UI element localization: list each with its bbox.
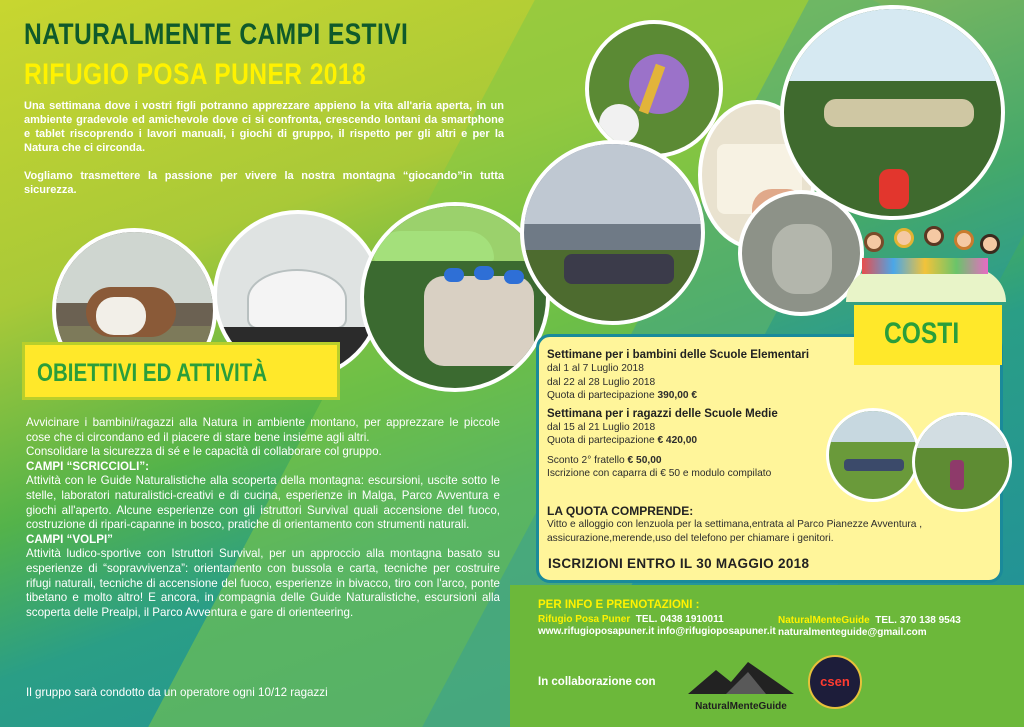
middle-title: Settimana per i ragazzi delle Scuole Medie (547, 407, 778, 420)
guide-line (778, 615, 961, 627)
guide-name: NaturalMenteGuide (778, 615, 870, 626)
title-line1: NATURALMENTE CAMPI ESTIVI (24, 18, 409, 51)
guide-mail[interactable]: naturalmenteguide@gmail.com (778, 627, 927, 638)
elementary-price: 390,00 € (657, 390, 698, 402)
elementary-price-line (547, 389, 847, 402)
discount-label: Sconto 2° fratello (547, 454, 628, 466)
includes-title: LA QUOTA COMPRENDE: (547, 504, 694, 518)
naturalmenteguide-logo (686, 660, 796, 710)
group-note: Il gruppo sarà condotto da un operatore ogni 10/12 ragazzi (26, 686, 328, 699)
includes-text: Vitto e alloggio con lenzuola per la settimana,entrata al Parco Pianezze Avventura , assicurazione,merende,uso del telefono per chiamare i genitori. (547, 519, 923, 544)
costs-tab-label: COSTI (884, 317, 960, 350)
contact-info-rifugio (538, 599, 776, 638)
objectives-intro: Avvicinare i bambini/ragazzi alla Natura in ambiente montano, per apprezzare le piccole cose che ci circondano ed il piacere di stare bene insieme agli altri. (26, 416, 500, 444)
objectives-banner-label: OBIETTIVI ED ATTIVITÀ (37, 359, 268, 387)
intro-paragraph1: Una settimana dove i vostri figli potranno apprezzare appieno la vita all'aria aperta, in un ambiente gradevole ed amichevole dove ci si confronta, crescendo lontani da smartphone e tablet riscoprendo i lavori manuali, i giochi di gruppo, il rispetto per gli altri e per la Natura che ci circonda. (24, 100, 504, 154)
csen-logo-text: csen (820, 674, 850, 689)
costs-details (547, 349, 847, 481)
middle-week: dal 15 al 21 Luglio 2018 (547, 422, 656, 434)
deposit-line: Iscrizione con caparra di € 50 e modulo compilato (547, 468, 772, 480)
objectives-banner (22, 342, 340, 400)
camp1-text: Attività con le Guide Naturalistiche alla scoperta della montagna: escursioni, uscite sotto le stelle, laboratori naturalistici-creativi e di cucina, esperienze in Malga, Parco Avventura e giochi all'aperto. Alcune esperienze con gli istruttori Survival quali accensione del fuoco, costruzione di ripari-capanne in bosco, pratiche di orientamento con strumenti naturali. (26, 474, 500, 532)
rifugio-name: Rifugio Posa Puner (538, 614, 631, 625)
kids-illustration (846, 222, 1006, 302)
rifugio-tel[interactable]: TEL. 0438 1910011 (635, 614, 724, 625)
collaboration-label: In collaborazione con (538, 676, 656, 688)
contact-title: PER INFO E PRENOTAZIONI : (538, 599, 700, 611)
camp2-title: CAMPI “VOLPI” (26, 532, 113, 546)
middle-price-label: Quota di partecipazione (547, 435, 658, 447)
photo-insect-flower (585, 20, 723, 158)
photo-meadow-hikers (912, 412, 1012, 512)
elementary-price-label: Quota di partecipazione (547, 390, 658, 402)
middle-price: € 420,00 (657, 435, 698, 447)
photo-adventure-park (780, 5, 1005, 220)
guide-tel[interactable]: TEL. 370 138 9543 (875, 615, 961, 626)
elementary-week2: dal 22 al 28 Luglio 2018 (547, 376, 656, 388)
photo-meadow-group (826, 408, 920, 502)
mountain-logo-icon (686, 660, 796, 696)
middle-price-line (547, 434, 847, 447)
objectives-text (26, 416, 500, 620)
naturalmenteguide-logo-text: NaturalMenteGuide (695, 701, 787, 712)
discount-value: € 50,00 (627, 454, 662, 466)
rifugio-web[interactable]: www.rifugioposapuner.it info@rifugioposapuner.it (538, 626, 776, 637)
elementary-week1: dal 1 al 7 Luglio 2018 (547, 363, 644, 375)
camp1-title: CAMPI “SCRICCIOLI”: (26, 459, 150, 473)
camp2-text: Attività ludico-sportive con Istruttori Survival, per un approccio alla montagna basato su esperienze di “sopravvivenza”: orientamento con bussola e carta, tecniche per costruire rifugi naturali, tecniche di accensione del fuoco, esperienze in bivacco, tiro con l'arco, ponte tibetano e molto altro! E ancora, in compagnia delle Guide Naturalistiche, escursioni alla scoperta delle Prealpi, il Parco Avventura e gare di orienteering. (26, 547, 500, 619)
contact-info-guide (778, 615, 961, 639)
registration-deadline: ISCRIZIONI ENTRO IL 30 MAGGIO 2018 (548, 556, 810, 571)
includes-section (547, 505, 997, 545)
intro-text (24, 99, 504, 197)
photo-hikers-view (520, 140, 705, 325)
costs-tab (854, 305, 1002, 365)
title-line2: RIFUGIO POSA PUNER 2018 (24, 58, 367, 91)
csen-logo (808, 655, 862, 709)
objectives-intro2: Consolidare la sicurezza di sé e le capacità di collaborare col gruppo. (26, 445, 382, 459)
discount-line (547, 454, 847, 467)
rifugio-line (538, 614, 776, 626)
elementary-title: Settimane per i bambini delle Scuole Elementari (547, 349, 810, 361)
intro-paragraph2: Vogliamo trasmettere la passione per vivere la nostra montagna “giocando”in tutta sicurezza. (24, 170, 504, 196)
